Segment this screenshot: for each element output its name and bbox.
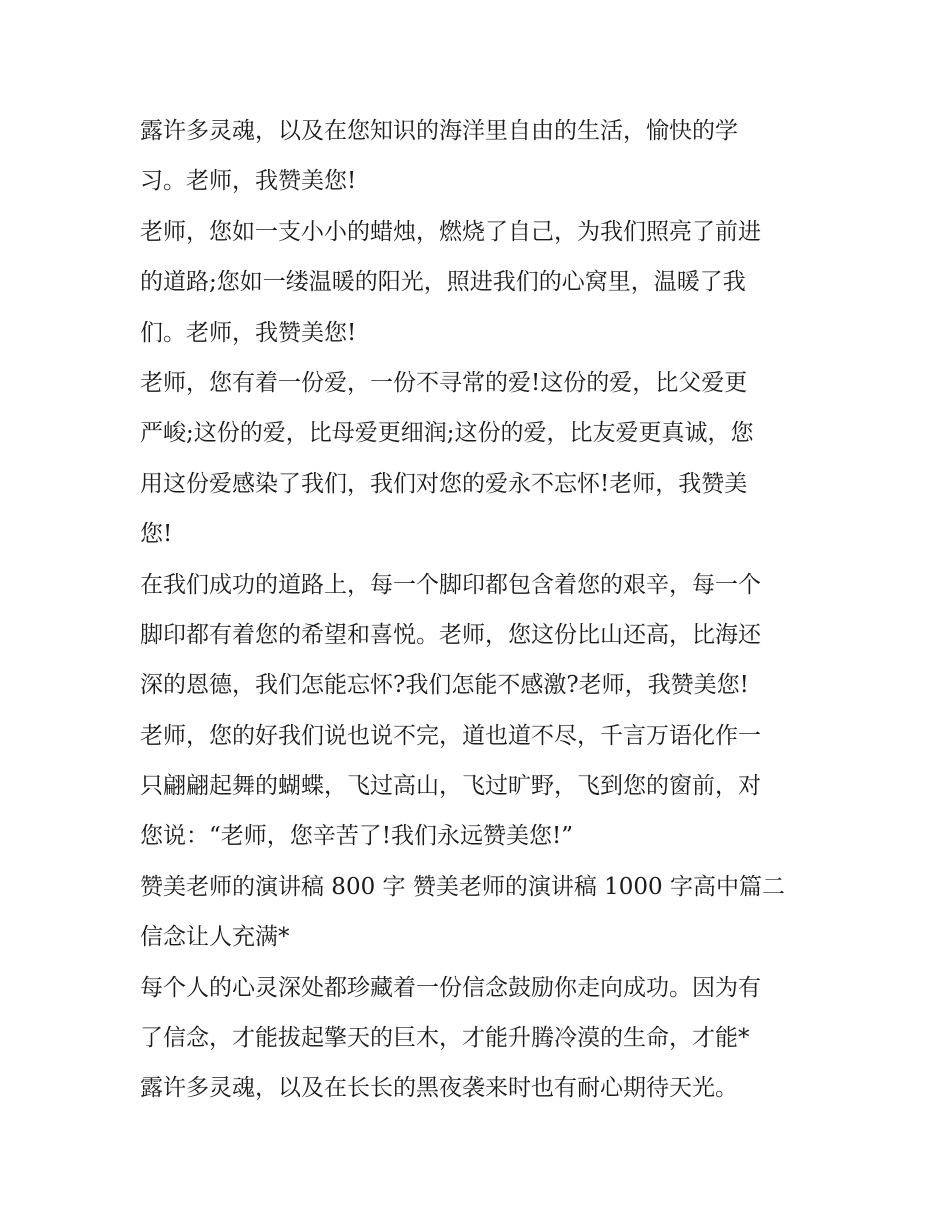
section-heading-line: 信念让人充满* (140, 924, 290, 951)
section-heading-line: 赞美老师的演讲稿 800 字 赞美老师的演讲稿 1000 字高中篇二 (140, 873, 785, 900)
text-line: 的道路;您如一缕温暖的阳光，照进我们的心窝里，温暖了我 (140, 269, 746, 296)
text-line: 习。老师，我赞美您! (140, 168, 357, 195)
body-text (140, 106, 820, 1114)
text-line: 深的恩德，我们怎能忘怀?我们怎能不感激?老师，我赞美您! (140, 672, 749, 699)
text-line: 在我们成功的道路上，每一个脚印都包含着您的艰辛，每一个 (140, 571, 761, 598)
text-line: 您! (140, 521, 173, 548)
text-line: 脚印都有着您的希望和喜悦。老师，您这份比山还高，比海还 (140, 621, 761, 648)
text-line: 用这份爱感染了我们，我们对您的爱永不忘怀!老师，我赞美 (140, 470, 748, 497)
text-line: 只翩翩起舞的蝴蝶，飞过高山，飞过旷野，飞到您的窗前，对 (140, 773, 761, 800)
text-line: 老师，您有着一份爱，一份不寻常的爱!这份的爱，比父爱更 (140, 369, 748, 396)
text-line: 您说：“老师，您辛苦了!我们永远赞美您!” (140, 823, 574, 850)
text-line: 每个人的心灵深处都珍藏着一份信念鼓励你走向成功。因为有 (140, 974, 761, 1001)
text-line: 露许多灵魂，以及在长长的黑夜袭来时也有耐心期待天光。 (140, 1075, 738, 1102)
text-line: 们。老师，我赞美您! (140, 319, 357, 346)
text-line: 老师，您如一支小小的蜡烛，燃烧了自己，为我们照亮了前进 (140, 218, 761, 245)
text-line: 了信念，才能拔起擎天的巨木，才能升腾冷漠的生命，才能* (140, 1025, 750, 1052)
text-line: 严峻;这份的爱，比母爱更细润;这份的爱，比友爱更真诚，您 (140, 420, 754, 447)
text-line: 露许多灵魂，以及在您知识的海洋里自由的生活，愉快的学 (140, 118, 738, 144)
text-line: 老师，您的好我们说也说不完，道也道不尽，千言万语化作一 (140, 722, 761, 749)
